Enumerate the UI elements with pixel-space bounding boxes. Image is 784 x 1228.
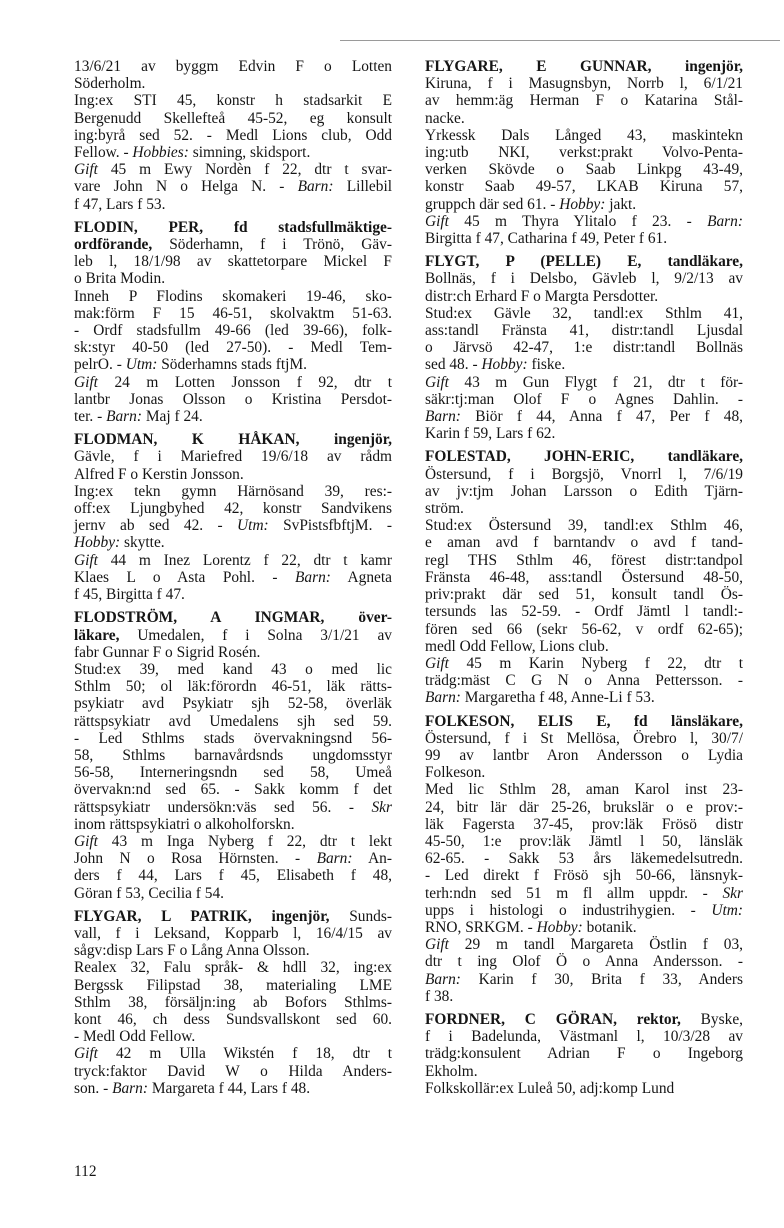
text-line: vall, f i Leksand, Kopparb l, 16/4/15 av bbox=[74, 924, 392, 942]
text-line: Alfred F o Kerstin Jonsson. bbox=[74, 465, 244, 483]
text-line: terh:ndn sed 51 m fl allm uppdr. - Skr bbox=[425, 884, 743, 902]
text-line: Gävle, f i Mariefred 19/6/18 av rådm bbox=[74, 448, 392, 466]
text-line: 56-58, Interneringsndn sed 58, Umeå bbox=[74, 764, 392, 782]
text-line: Hobby: skytte. bbox=[74, 534, 165, 552]
text-line: Gift 45 m Thyra Ylitalo f 23. - Barn: bbox=[425, 212, 743, 230]
text-line: Kiruna, f i Masugnsbyn, Norrb l, 6/1/21 bbox=[425, 75, 743, 93]
text-line: Östersund, f i Borgsjö, Vnorrl l, 7/6/19 bbox=[425, 465, 743, 483]
text-line: Karin f 59, Lars f 62. bbox=[425, 425, 556, 443]
text-line: distr:ch Erhard F o Margta Persdotter. bbox=[425, 287, 659, 305]
text-line: Klaes L o Asta Pohl. - Barn: Agneta bbox=[74, 568, 392, 586]
text-line: tryck:faktor David W o Hilda Anders- bbox=[74, 1062, 392, 1080]
text-line: Gift 42 m Ulla Wikstén f 18, dtr t bbox=[74, 1045, 392, 1063]
text-line: f i Badelunda, Västmanl l, 10/3/28 av bbox=[425, 1028, 743, 1046]
text-line: FOLESTAD, JOHN-ERIC, tandläkare, bbox=[425, 448, 743, 466]
text-line: lantbr Jonas Olsson o Kristina Persdot- bbox=[74, 390, 392, 408]
text-line: verken Skövde o Saab Linkpg 43-49, bbox=[425, 161, 743, 179]
text-line: sk:styr 40-50 (led 27-50). - Medl Tem- bbox=[74, 339, 392, 357]
text-line: Söderholm. bbox=[74, 75, 146, 93]
text-line: f 38. bbox=[425, 987, 454, 1005]
text-line: sågv:disp Lars F o Lång Anna Olsson. bbox=[74, 942, 310, 960]
text-line: Östersund, f i St Mellösa, Örebro l, 30/7/ bbox=[425, 729, 743, 747]
text-line: 58, Sthlms barnavårdsnds ungdomsstyr bbox=[74, 746, 392, 764]
text-line: Birgitta f 47, Catharina f 49, Peter f 61. bbox=[425, 230, 668, 248]
text-line: 62-65. - Sakk 53 års läkemedelsutredn. bbox=[425, 850, 743, 868]
text-line: Stud:ex Gävle 32, tandl:ex Sthlm 41, bbox=[425, 304, 743, 322]
text-line: Gift 24 m Lotten Jonsson f 92, dtr t bbox=[74, 373, 392, 391]
text-line: trädg:mäst C G N o Anna Pettersson. - bbox=[425, 672, 743, 690]
text-line: läkare, Umedalen, f i Solna 3/1/21 av bbox=[74, 626, 392, 644]
biography-entry-flygt bbox=[425, 253, 743, 442]
text-line: Realex 32, Falu språk- & hdll 32, ing:ex bbox=[74, 959, 392, 977]
text-line: Bergssk Filipstad 38, materialing LME bbox=[74, 976, 392, 994]
text-line: John N o Rosa Hörnsten. - Barn: An- bbox=[74, 850, 393, 868]
text-line: priv:prakt där sed 51, konsult tandl Ös- bbox=[425, 586, 743, 604]
text-line: Fellow. - Hobbies: simning, skidsport. bbox=[74, 144, 311, 162]
text-line: Sthlm 38, försäljn:ing ab Bofors Sthlms- bbox=[74, 993, 392, 1011]
text-line: konstr Saab 49-57, LKAB Kiruna 57, bbox=[425, 178, 743, 196]
biography-entry-flygare bbox=[425, 58, 743, 247]
text-line: av hemm:äg Herman F o Katarina Stål- bbox=[425, 92, 743, 110]
text-line: fabr Gunnar F o Sigrid Rosén. bbox=[74, 643, 261, 661]
text-line: Ing:ex STI 45, konstr h stadsarkit E bbox=[74, 92, 392, 110]
text-line: leb l, 18/1/98 av skattetorpare Mickel F bbox=[74, 253, 392, 271]
text-line: Bergenudd Skellefteå 45-52, eg konsult bbox=[74, 109, 392, 127]
text-line: pelrO. - Utm: Söderhamns stads ftjM. bbox=[74, 356, 307, 374]
biography-entry-cont bbox=[74, 58, 392, 213]
text-line: Inneh P Flodins skomakeri 19-46, sko- bbox=[74, 287, 392, 305]
text-line: Göran f 53, Cecilia f 54. bbox=[74, 884, 225, 902]
text-line: FLYGARE, E GUNNAR, ingenjör, bbox=[425, 58, 743, 75]
top-rule bbox=[340, 40, 780, 42]
text-line: rättspsykiatr avd Umedalens sjh sed 59. bbox=[74, 712, 392, 730]
text-line: Med lic Sthlm 28, aman Karol inst 23- bbox=[425, 781, 743, 799]
text-line: Bollnäs, f i Delsbo, Gävleb l, 9/2/13 av bbox=[425, 270, 743, 288]
text-line: FLODMAN, K HÅKAN, ingenjör, bbox=[74, 431, 392, 449]
text-line: ass:tandl Fränsta 41, distr:tandl Ljusdal bbox=[425, 322, 743, 340]
text-line: - Ordf stadsfullm 49-66 (led 39-66), folk- bbox=[74, 322, 392, 340]
text-line: vare John N o Helga N. - Barn: Lillebil bbox=[74, 178, 393, 196]
text-line: 24, bitr lär där 25-26, brukslär o e prov:- bbox=[425, 798, 743, 816]
text-line: upps i histologi o industrihygien. - Utm: bbox=[425, 901, 743, 919]
biography-entry-folkeson bbox=[425, 713, 743, 1005]
text-line: Gift 45 m Karin Nyberg f 22, dtr t bbox=[425, 654, 743, 672]
text-line: e aman avd f barntandv o avd f tand- bbox=[425, 534, 743, 552]
text-line: Ekholm. bbox=[425, 1062, 478, 1080]
text-line: FLYGAR, L PATRIK, ingenjör, Sunds- bbox=[74, 907, 392, 925]
text-line: jernv ab sed 42. - Utm: SvPistsfbftjM. - bbox=[74, 517, 392, 535]
text-line: son. - Barn: Margareta f 44, Lars f 48. bbox=[74, 1079, 311, 1097]
text-line: FLODSTRÖM, A INGMAR, över- bbox=[74, 609, 392, 627]
text-line: Folkeson. bbox=[425, 764, 486, 782]
text-line: f 45, Birgitta f 47. bbox=[74, 586, 185, 604]
biography-entry-fordner bbox=[425, 1011, 743, 1097]
text-line: Stud:ex 39, med kand 43 o med lic bbox=[74, 660, 392, 678]
text-line: 13/6/21 av byggm Edvin F o Lotten bbox=[74, 58, 392, 75]
text-line: ders f 44, Lars f 45, Elisabeth f 48, bbox=[74, 867, 392, 885]
text-line: Gift 29 m tandl Margareta Östlin f 03, bbox=[425, 936, 743, 954]
text-line: Gift 44 m Inez Lorentz f 22, dtr t kamr bbox=[74, 551, 392, 569]
text-line: Folkskollär:ex Luleå 50, adj:komp Lund bbox=[425, 1079, 675, 1097]
text-line: psykiatr avd Psykiatr sjh 52-58, överläk bbox=[74, 695, 392, 713]
text-line: medl Odd Fellow, Lions club. bbox=[425, 637, 609, 655]
text-line: Gift 43 m Inga Nyberg f 22, dtr t lekt bbox=[74, 832, 392, 850]
text-line: inom rättspsykiatri o alkoholforskn. bbox=[74, 815, 295, 833]
text-line: f 47, Lars f 53. bbox=[74, 195, 166, 213]
text-line: mak:förm F 15 46-51, skolvaktm 51-63. bbox=[74, 304, 392, 322]
text-line: ing:utb NKI, verkst:prakt Volvo-Penta- bbox=[425, 144, 743, 162]
text-line: Barn: Karin f 30, Brita f 33, Anders bbox=[425, 970, 743, 988]
text-line: FLODIN, PER, fd stadsfullmäktige- bbox=[74, 218, 392, 236]
text-line: sed 48. - Hobby: fiske. bbox=[425, 356, 566, 374]
text-line: gruppch där sed 61. - Hobby: jakt. bbox=[425, 195, 637, 213]
text-line: Yrkessk Dals Långed 43, maskintekn bbox=[425, 126, 743, 144]
text-line: Barn: Margaretha f 48, Anne-Li f 53. bbox=[425, 689, 655, 707]
text-line: o Brita Modin. bbox=[74, 270, 166, 288]
text-line: Gift 43 m Gun Flygt f 21, dtr t för- bbox=[425, 373, 743, 391]
text-line: off:ex Ljungbyhed 42, konstr Sandvikens bbox=[74, 500, 392, 518]
text-line: Sthlm 50; ol läk:förordn 46-51, läk rätts- bbox=[74, 678, 392, 696]
text-line: läk Fagersta 37-45, prov:läk Frösö distr bbox=[425, 815, 743, 833]
text-line: FLYGT, P (PELLE) E, tandläkare, bbox=[425, 253, 743, 271]
text-line: rättspsykiatr undersökn:väs sed 56. - Skr bbox=[74, 798, 392, 816]
text-line: ing:byrå sed 52. - Medl Lions club, Odd bbox=[74, 126, 392, 144]
text-line: 99 av lantbr Aron Andersson o Lydia bbox=[425, 746, 743, 764]
text-line: Barn: Biör f 44, Anna f 47, Per f 48, bbox=[425, 408, 743, 426]
text-line: trädg:konsulent Adrian F o Ingeborg bbox=[425, 1045, 743, 1063]
text-line: 45-50, 1:e prov:läk Jämtl l 50, länsläk bbox=[425, 832, 743, 850]
text-line: ström. bbox=[425, 500, 464, 518]
text-line: nacke. bbox=[425, 109, 465, 127]
biography-entry-flodstrom bbox=[74, 609, 392, 901]
text-line: dtr t ing Olof Ö o Anna Andersson. - bbox=[425, 953, 743, 971]
text-line: av jv:tjm Johan Larsson o Edith Tjärn- bbox=[425, 482, 743, 500]
text-line: Ing:ex tekn gymn Härnösand 39, res:- bbox=[74, 482, 392, 500]
left-column bbox=[74, 58, 392, 1097]
text-line: säkr:tj:man Olof F o Agnes Dahlin. - bbox=[425, 390, 743, 408]
biography-entry-flodin bbox=[74, 219, 392, 425]
text-line: FORDNER, C GÖRAN, rektor, Byske, bbox=[425, 1010, 743, 1028]
text-line: o Järvsö 42-47, 1:e distr:tandl Bollnäs bbox=[425, 339, 743, 357]
text-line: ter. - Barn: Maj f 24. bbox=[74, 408, 203, 426]
text-line: - Medl Odd Fellow. bbox=[74, 1028, 196, 1046]
text-line: regl THS Sthlm 46, förest distr:tandpol bbox=[425, 551, 743, 569]
right-column bbox=[425, 58, 743, 1097]
text-line: Stud:ex Östersund 39, tandl:ex Sthlm 46, bbox=[425, 517, 743, 535]
text-line: FOLKESON, ELIS E, fd länsläkare, bbox=[425, 712, 743, 730]
page-number: 112 bbox=[74, 1163, 97, 1180]
text-line: RNO, SRKGM. - Hobby: botanik. bbox=[425, 918, 637, 936]
biography-entry-flygar bbox=[74, 908, 392, 1097]
text-line: kont 46, ch dess Sundsvallskont sed 60. bbox=[74, 1010, 392, 1028]
text-line: - Led direkt f Frösö sjh 50-66, länsnyk- bbox=[425, 867, 743, 885]
text-line: Fränsta 46-48, ass:tandl Östersund 48-50, bbox=[425, 568, 743, 586]
text-line: - Led Sthlms stads övervakningsnd 56- bbox=[74, 729, 392, 747]
biography-entry-flodman bbox=[74, 431, 392, 603]
text-line: ordförande, Söderhamn, f i Trönö, Gäv- bbox=[74, 236, 392, 254]
text-line: Gift 45 m Ewy Nordèn f 22, dtr t svar- bbox=[74, 161, 392, 179]
text-line: fören sed 66 (sekr 56-62, v ordf 62-65); bbox=[425, 620, 743, 638]
text-line: övervakn:nd sed 65. - Sakk komm f det bbox=[74, 781, 392, 799]
text-line: tersunds las 52-59. - Ordf Jämtl l tandl:- bbox=[425, 603, 743, 621]
biography-entry-folestad bbox=[425, 448, 743, 706]
